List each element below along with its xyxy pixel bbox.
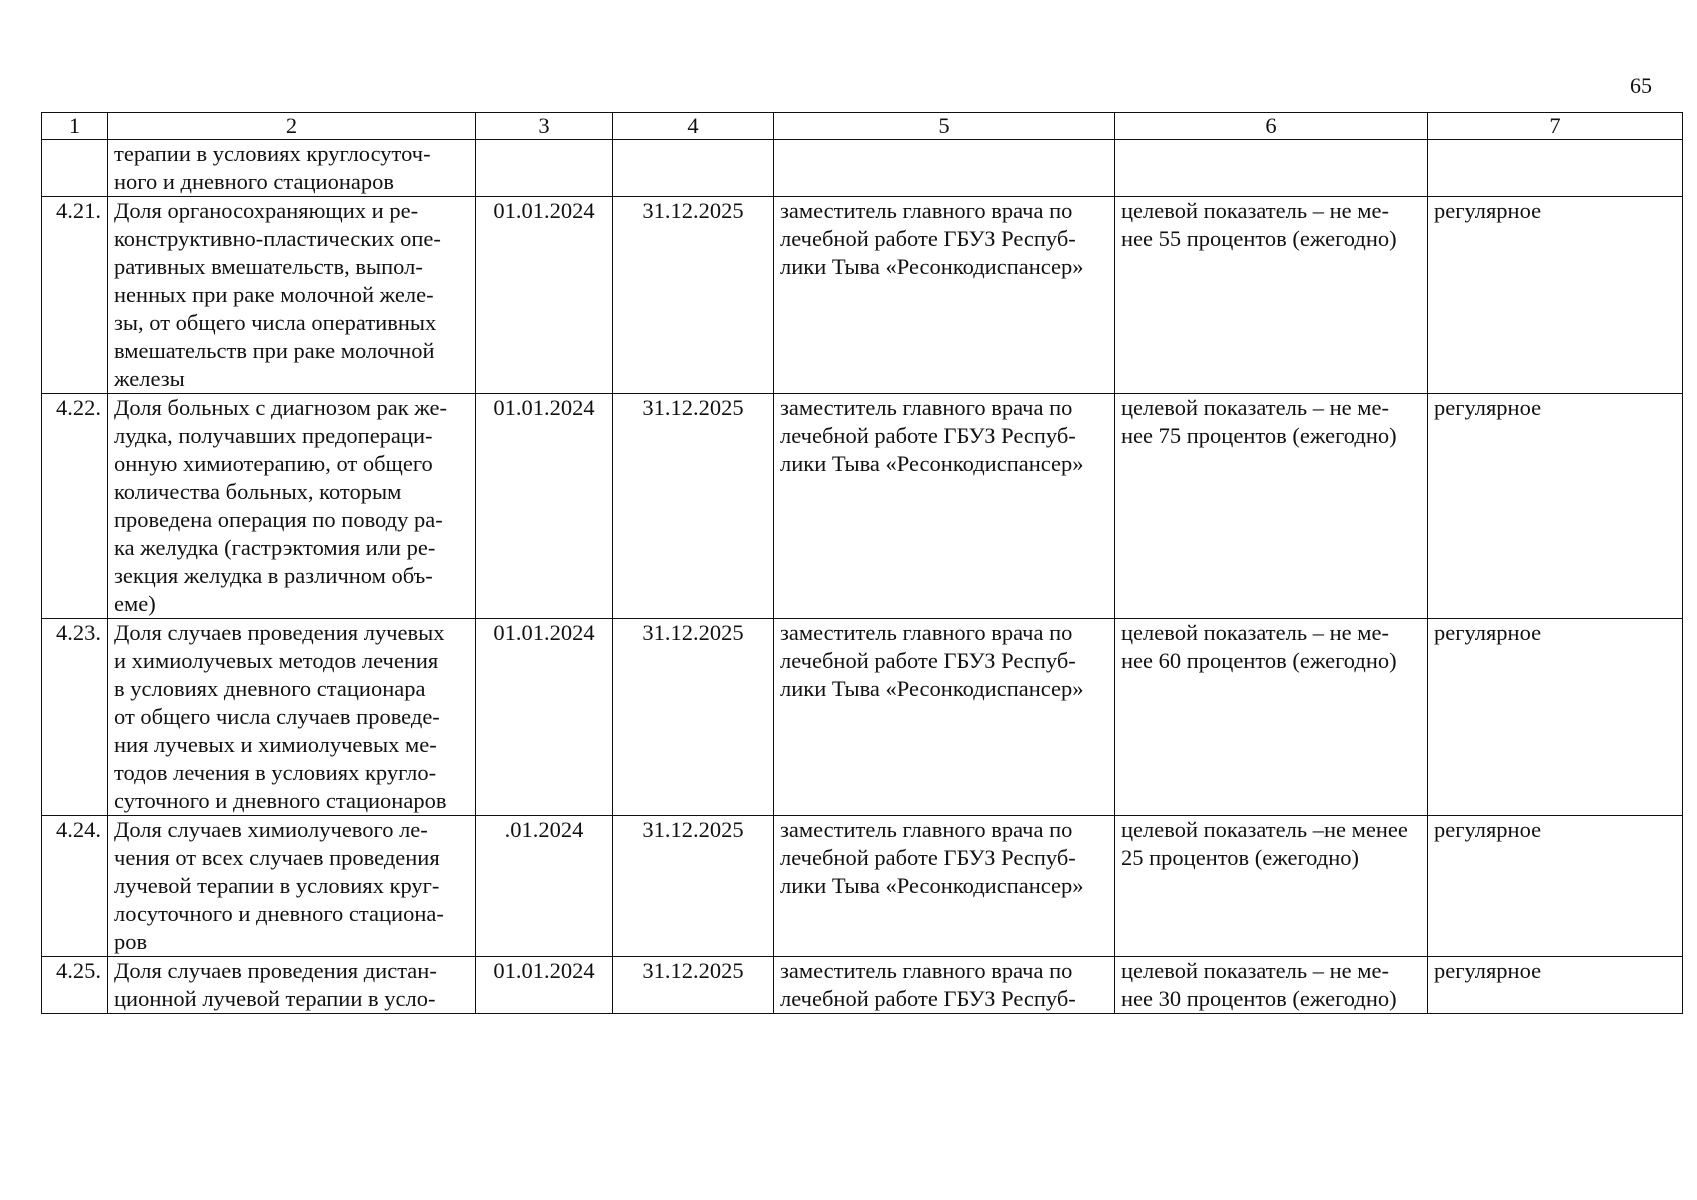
- event-type: регулярное: [1434, 817, 1542, 842]
- event-type-cell: [1428, 394, 1683, 619]
- column-number-cell: 3: [476, 113, 613, 140]
- target-indicator-cell: [1115, 394, 1428, 619]
- indicator-name-cell: [108, 394, 476, 619]
- indicator-name-line: ния лучевых и химиолучевых ме-: [114, 732, 437, 757]
- end-date-cell: [613, 197, 774, 394]
- responsible-cell: [774, 957, 1115, 1014]
- indicator-name-line: зекция желудка в различном объ-: [114, 563, 433, 588]
- indicator-table: [41, 112, 1683, 1014]
- target-indicator-line: нее 55 процентов (ежегодно): [1121, 226, 1397, 251]
- responsible-cell: [774, 816, 1115, 957]
- indicator-name-line: лосуточного и дневного стациона-: [114, 901, 444, 926]
- event-type-cell: [1428, 816, 1683, 957]
- target-indicator-line: целевой показатель – не ме-: [1121, 620, 1389, 645]
- responsible-line: лечебной работе ГБУЗ Респуб-: [780, 845, 1076, 870]
- indicator-name-line: Доля случаев проведения дистан-: [114, 958, 437, 983]
- column-number-row: [42, 113, 1683, 140]
- indicator-name-cell: [108, 816, 476, 957]
- row-number: 4.23.: [56, 620, 101, 645]
- table-row: [42, 619, 1683, 816]
- end-date: 31.12.2025: [642, 817, 744, 842]
- end-date-cell: [613, 957, 774, 1014]
- responsible-line: лечебной работе ГБУЗ Респуб-: [780, 648, 1076, 673]
- indicator-name-line: ративных вмешательств, выпол-: [114, 254, 423, 279]
- target-indicator-line: 25 процентов (ежегодно): [1121, 845, 1359, 870]
- end-date: 31.12.2025: [642, 395, 744, 420]
- indicator-name-line: конструктивно-пластических опе-: [114, 226, 441, 251]
- indicator-name-line: лучевой терапии в условиях круг-: [114, 873, 440, 898]
- responsible-line: заместитель главного врача по: [780, 620, 1073, 645]
- indicator-name-line: еме): [114, 591, 156, 616]
- responsible-line: заместитель главного врача по: [780, 395, 1073, 420]
- start-date: .01.2024: [504, 817, 584, 842]
- indicator-name-line: зы, от общего числа оперативных: [114, 310, 437, 335]
- indicator-name-line: Доля больных с диагнозом рак же-: [114, 395, 447, 420]
- column-number-cell: 6: [1115, 113, 1428, 140]
- row-number: 4.22.: [56, 395, 101, 420]
- row-number-cell: [42, 619, 108, 816]
- indicator-name-line: от общего числа случаев проведе-: [114, 704, 440, 729]
- table-row: [42, 140, 1683, 197]
- event-type-cell: [1428, 619, 1683, 816]
- indicator-name-cell: [108, 957, 476, 1014]
- indicator-name-line: ненных при раке молочной желе-: [114, 282, 434, 307]
- target-indicator-line: целевой показатель – не ме-: [1121, 198, 1389, 223]
- indicator-name-line: Доля случаев проведения лучевых: [114, 620, 445, 645]
- row-number: 4.25.: [56, 958, 101, 983]
- column-number-cell: 4: [613, 113, 774, 140]
- target-indicator-line: нее 30 процентов (ежегодно): [1121, 986, 1397, 1011]
- column-number-cell: 7: [1428, 113, 1683, 140]
- responsible-line: лики Тыва «Ресонкодиспансер»: [780, 873, 1084, 898]
- indicator-name-line: чения от всех случаев проведения: [114, 845, 440, 870]
- indicator-name-cell: [108, 140, 476, 197]
- responsible-line: заместитель главного врача по: [780, 958, 1073, 983]
- end-date-cell: [613, 816, 774, 957]
- indicator-name-line: Доля органосохраняющих и ре-: [114, 198, 419, 223]
- indicator-name-line: Доля случаев химиолучевого ле-: [114, 817, 428, 842]
- indicator-name-line: железы: [114, 366, 185, 391]
- table-row: [42, 816, 1683, 957]
- target-indicator-line: нее 60 процентов (ежегодно): [1121, 648, 1397, 673]
- responsible-line: лики Тыва «Ресонкодиспансер»: [780, 254, 1084, 279]
- responsible-line: заместитель главного врача по: [780, 198, 1073, 223]
- end-date-cell: [613, 394, 774, 619]
- start-date-cell: [476, 197, 613, 394]
- row-number-cell: [42, 197, 108, 394]
- indicator-name-line: ка желудка (гастрэктомия или ре-: [114, 535, 436, 560]
- indicator-name-line: проведена операция по поводу ра-: [114, 507, 443, 532]
- table-row: [42, 957, 1683, 1014]
- row-number-cell: [42, 394, 108, 619]
- row-number-cell: [42, 957, 108, 1014]
- event-type-cell: [1428, 140, 1683, 197]
- target-indicator-line: нее 75 процентов (ежегодно): [1121, 423, 1397, 448]
- start-date-cell: [476, 816, 613, 957]
- indicator-name-line: терапии в условиях круглосуточ-: [114, 141, 431, 166]
- row-number: 4.21.: [56, 198, 101, 223]
- responsible-cell: [774, 619, 1115, 816]
- event-type: регулярное: [1434, 620, 1542, 645]
- end-date: 31.12.2025: [642, 198, 744, 223]
- table-row: [42, 394, 1683, 619]
- indicator-name-cell: [108, 197, 476, 394]
- target-indicator-cell: [1115, 957, 1428, 1014]
- indicator-name-line: количества больных, которым: [114, 479, 402, 504]
- start-date-cell: [476, 394, 613, 619]
- start-date-cell: [476, 619, 613, 816]
- end-date-cell: [613, 140, 774, 197]
- indicator-name-line: суточного и дневного стационаров: [114, 788, 447, 813]
- indicator-name-cell: [108, 619, 476, 816]
- row-number-cell: [42, 816, 108, 957]
- responsible-line: лики Тыва «Ресонкодиспансер»: [780, 676, 1084, 701]
- indicator-name-line: и химиолучевых методов лечения: [114, 648, 439, 673]
- responsible-line: лечебной работе ГБУЗ Респуб-: [780, 226, 1076, 251]
- indicator-name-line: ров: [114, 929, 148, 954]
- target-indicator-cell: [1115, 140, 1428, 197]
- responsible-cell: [774, 140, 1115, 197]
- responsible-line: лечебной работе ГБУЗ Респуб-: [780, 986, 1076, 1011]
- event-type: регулярное: [1434, 958, 1542, 983]
- event-type: регулярное: [1434, 395, 1542, 420]
- start-date: 01.01.2024: [493, 620, 595, 645]
- responsible-line: лечебной работе ГБУЗ Респуб-: [780, 423, 1076, 448]
- start-date-cell: [476, 957, 613, 1014]
- responsible-cell: [774, 394, 1115, 619]
- target-indicator-cell: [1115, 619, 1428, 816]
- start-date: 01.01.2024: [493, 958, 595, 983]
- row-number: 4.24.: [56, 817, 101, 842]
- table-body: [42, 113, 1683, 1014]
- event-type-cell: [1428, 957, 1683, 1014]
- table-row: [42, 197, 1683, 394]
- responsible-line: заместитель главного врача по: [780, 817, 1073, 842]
- target-indicator-cell: [1115, 816, 1428, 957]
- indicator-name-line: тодов лечения в условиях кругло-: [114, 760, 437, 785]
- indicator-name-line: вмешательств при раке молочной: [114, 338, 435, 363]
- target-indicator-line: целевой показатель – не ме-: [1121, 958, 1389, 983]
- event-type-cell: [1428, 197, 1683, 394]
- column-number-cell: 5: [774, 113, 1115, 140]
- indicator-name-line: онную химиотерапию, от общего: [114, 451, 433, 476]
- responsible-cell: [774, 197, 1115, 394]
- column-number-cell: 2: [108, 113, 476, 140]
- column-number-cell: 1: [42, 113, 108, 140]
- end-date-cell: [613, 619, 774, 816]
- end-date: 31.12.2025: [642, 620, 744, 645]
- row-number-cell: [42, 140, 108, 197]
- start-date: 01.01.2024: [493, 395, 595, 420]
- indicator-name-line: в условиях дневного стационара: [114, 676, 426, 701]
- responsible-line: лики Тыва «Ресонкодиспансер»: [780, 451, 1084, 476]
- indicator-name-line: лудка, получавших предопераци-: [114, 423, 433, 448]
- end-date: 31.12.2025: [642, 958, 744, 983]
- target-indicator-line: целевой показатель –не менее: [1121, 817, 1408, 842]
- start-date-cell: [476, 140, 613, 197]
- indicator-name-line: ного и дневного стационаров: [114, 169, 394, 194]
- target-indicator-line: целевой показатель – не ме-: [1121, 395, 1389, 420]
- indicator-name-line: ционной лучевой терапии в усло-: [114, 986, 436, 1011]
- start-date: 01.01.2024: [493, 198, 595, 223]
- target-indicator-cell: [1115, 197, 1428, 394]
- event-type: регулярное: [1434, 198, 1542, 223]
- page-number: 65: [1630, 73, 1652, 98]
